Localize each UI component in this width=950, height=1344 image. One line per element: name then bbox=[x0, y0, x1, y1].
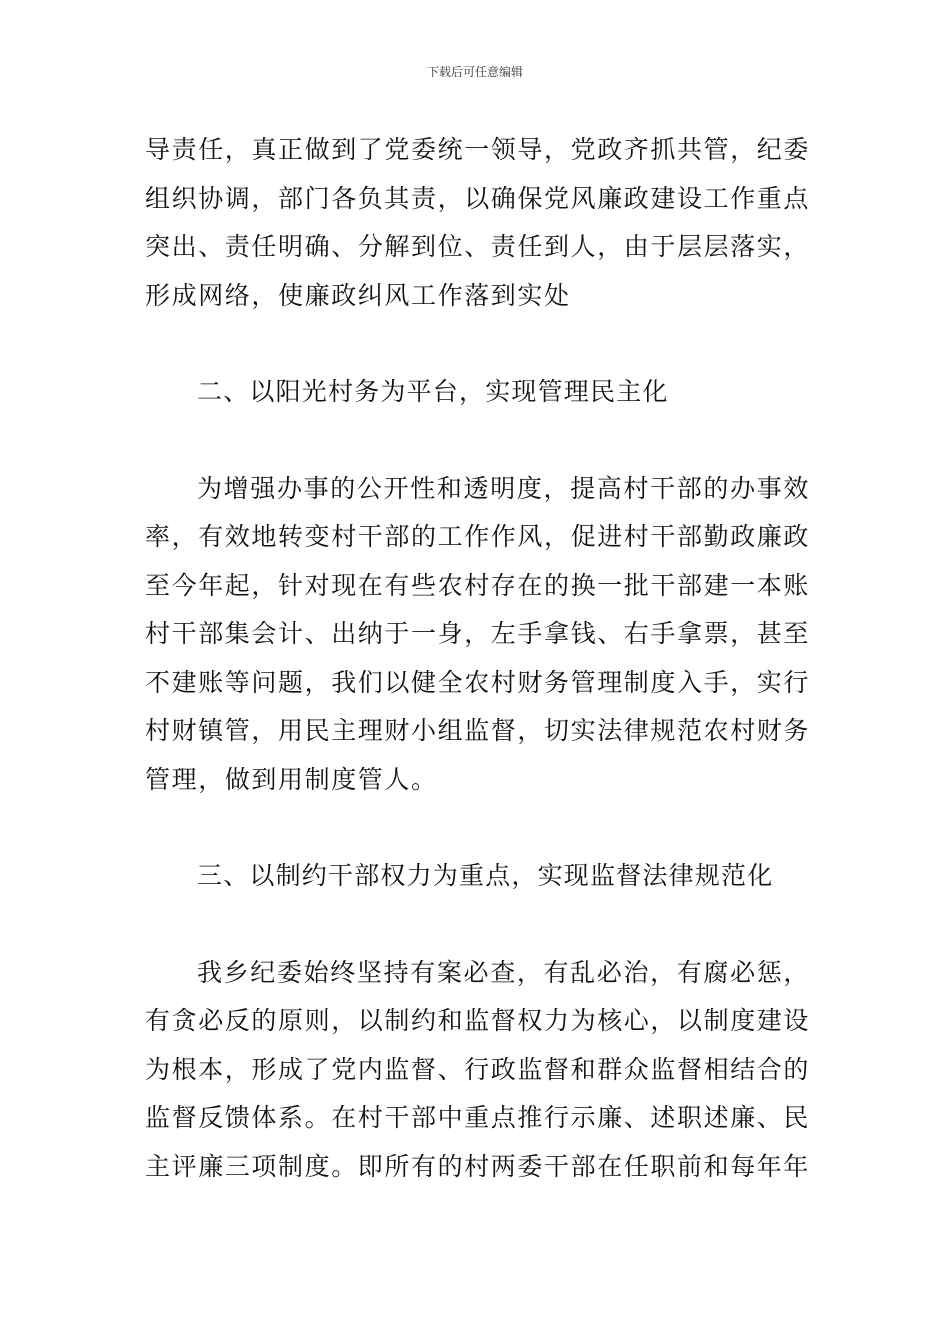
document-body bbox=[145, 126, 810, 1191]
paragraph-gap bbox=[145, 804, 810, 852]
paragraph-continued: 导责任，真正做到了党委统一领导，党政齐抓共管，纪委组织协调，部门各负其责，以确保党风廉政建设工作重点突出、责任明确、分解到位、责任到人，由于层层落实，形成网络，使廉政纠风工作落到实处 bbox=[145, 135, 811, 310]
paragraph-gap bbox=[145, 417, 810, 465]
paragraph-section-2: 为增强办事的公开性和透明度，提高村干部的办事效率，有效地转变村干部的工作作风，促进村干部勤政廉政至今年起，针对现在有些农村存在的换一批干部建一本账村干部集会计、出纳于一身，左手拿钱、右手拿票，甚至不建账等问题，我们以健全农村财务管理制度入手，实行村财镇管，用民主理财小组监督，切实法律规范农村财务管理，做到用制度管人。 bbox=[145, 473, 811, 794]
section-heading-2: 二、以阳光村务为平台，实现管理民主化 bbox=[197, 377, 669, 406]
paragraph-gap bbox=[145, 320, 810, 368]
paragraph-section-3: 我乡纪委始终坚持有案必查，有乱必治，有腐必惩，有贪必反的原则，以制约和监督权力为核心，以制度建设为根本，形成了党内监督、行政监督和群众监督相结合的监督反馈体系。在村干部中重点推行示廉、述职述廉、民主评廉三项制度。即所有的村两委干部在任职前和每年年 bbox=[145, 957, 811, 1181]
page-header: 下载后可任意编辑 bbox=[426, 65, 523, 79]
section-heading-3: 三、以制约干部权力为重点，实现监督法律规范化 bbox=[197, 861, 774, 890]
paragraph-gap bbox=[145, 901, 810, 949]
